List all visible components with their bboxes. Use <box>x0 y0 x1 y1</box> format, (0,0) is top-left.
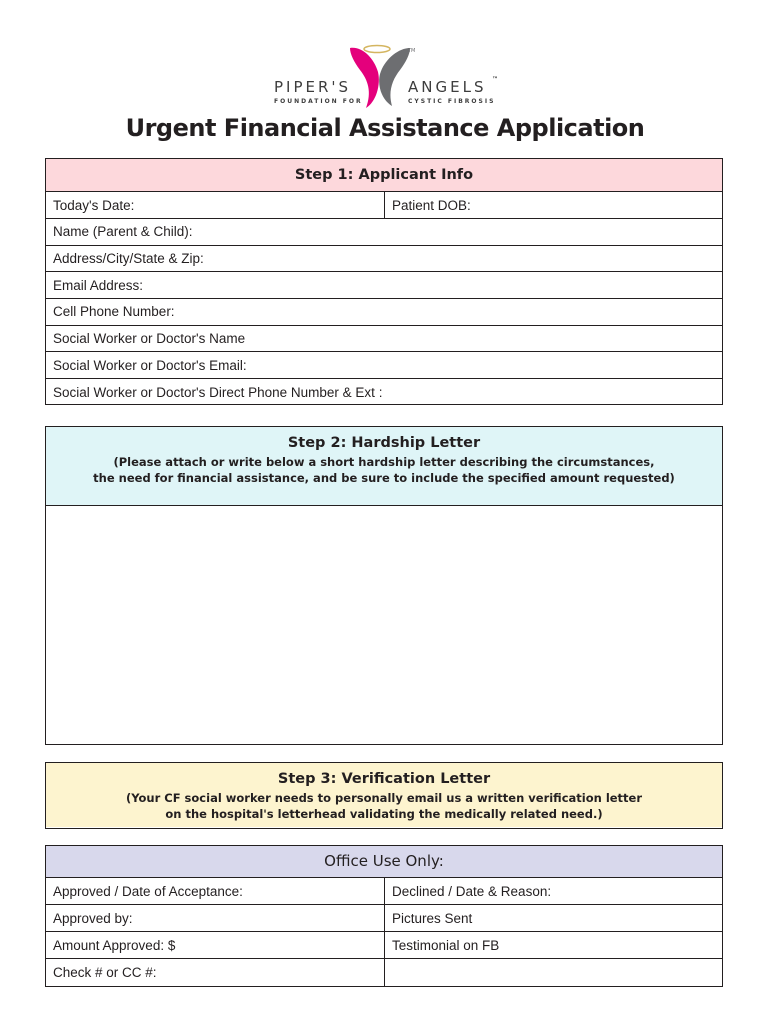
hardship-letter-area[interactable] <box>46 506 722 742</box>
social-worker-name-field[interactable]: Social Worker or Doctor's Name <box>53 331 246 347</box>
address-field[interactable]: Address/City/State & Zip: <box>53 251 204 267</box>
step1-header <box>46 159 722 192</box>
approved-by-field[interactable]: Approved by: <box>46 905 385 931</box>
step3-note-line1: (Your CF social worker needs to personally email us a written verification letter <box>125 791 643 805</box>
step2-heading: Step 2: Hardship Letter <box>287 435 481 451</box>
pictures-sent-field[interactable]: Pictures Sent <box>392 910 473 926</box>
logo-word-pipers: PIPER'S <box>274 78 352 96</box>
svg-text:TM: TM <box>408 48 416 54</box>
blank-field[interactable] <box>385 959 722 986</box>
social-worker-email-field[interactable]: Social Worker or Doctor's Email: <box>53 357 247 373</box>
logo-sub-foundation: FOUNDATION FOR <box>274 98 363 105</box>
declined-date-field[interactable]: Declined / Date & Reason: <box>392 883 552 899</box>
step2-note-line1: (Please attach or write below a short hardship letter describing the circumstances, <box>113 455 655 469</box>
step3-note-line2: on the hospital's letterhead validating the medically related need.) <box>165 807 603 821</box>
office-header <box>46 846 722 878</box>
step2-note-line2: the need for financial assistance, and be sure to include the specified amount requested) <box>93 471 675 485</box>
office-use-only <box>45 845 723 987</box>
logo-word-angels: ANGELS <box>408 78 487 96</box>
check-cc-field[interactable]: Check # or CC #: <box>46 959 385 986</box>
email-field[interactable]: Email Address: <box>53 277 144 293</box>
step3-verification-letter <box>45 762 723 829</box>
patient-dob-field[interactable]: Patient DOB: <box>392 197 471 213</box>
pipers-angels-logo <box>270 40 500 112</box>
office-heading: Office Use Only: <box>324 852 444 870</box>
page-title: Urgent Financial Assistance Application <box>125 114 645 142</box>
logo-sub-cf: CYSTIC FIBROSIS <box>408 98 496 105</box>
step1-heading: Step 1: Applicant Info <box>294 167 474 183</box>
logo-tm: ™ <box>492 76 500 83</box>
step2-hardship-letter <box>45 426 723 745</box>
name-parent-child-field[interactable]: Name (Parent & Child): <box>53 224 193 240</box>
step2-header <box>46 427 722 506</box>
step3-heading: Step 3: Verification Letter <box>277 771 491 787</box>
amount-approved-field[interactable]: Amount Approved: $ <box>46 932 385 958</box>
testimonial-fb-field[interactable]: Testimonial on FB <box>392 937 500 953</box>
step1-row-dates <box>46 192 722 219</box>
step3-header <box>46 763 722 827</box>
todays-date-field[interactable]: Today's Date: <box>46 192 385 218</box>
social-worker-phone-field[interactable]: Social Worker or Doctor's Direct Phone Number & Ext : <box>53 384 383 400</box>
step1-applicant-info <box>45 158 723 405</box>
approved-date-field[interactable]: Approved / Date of Acceptance: <box>46 878 385 904</box>
cell-phone-field[interactable]: Cell Phone Number: <box>53 304 175 320</box>
